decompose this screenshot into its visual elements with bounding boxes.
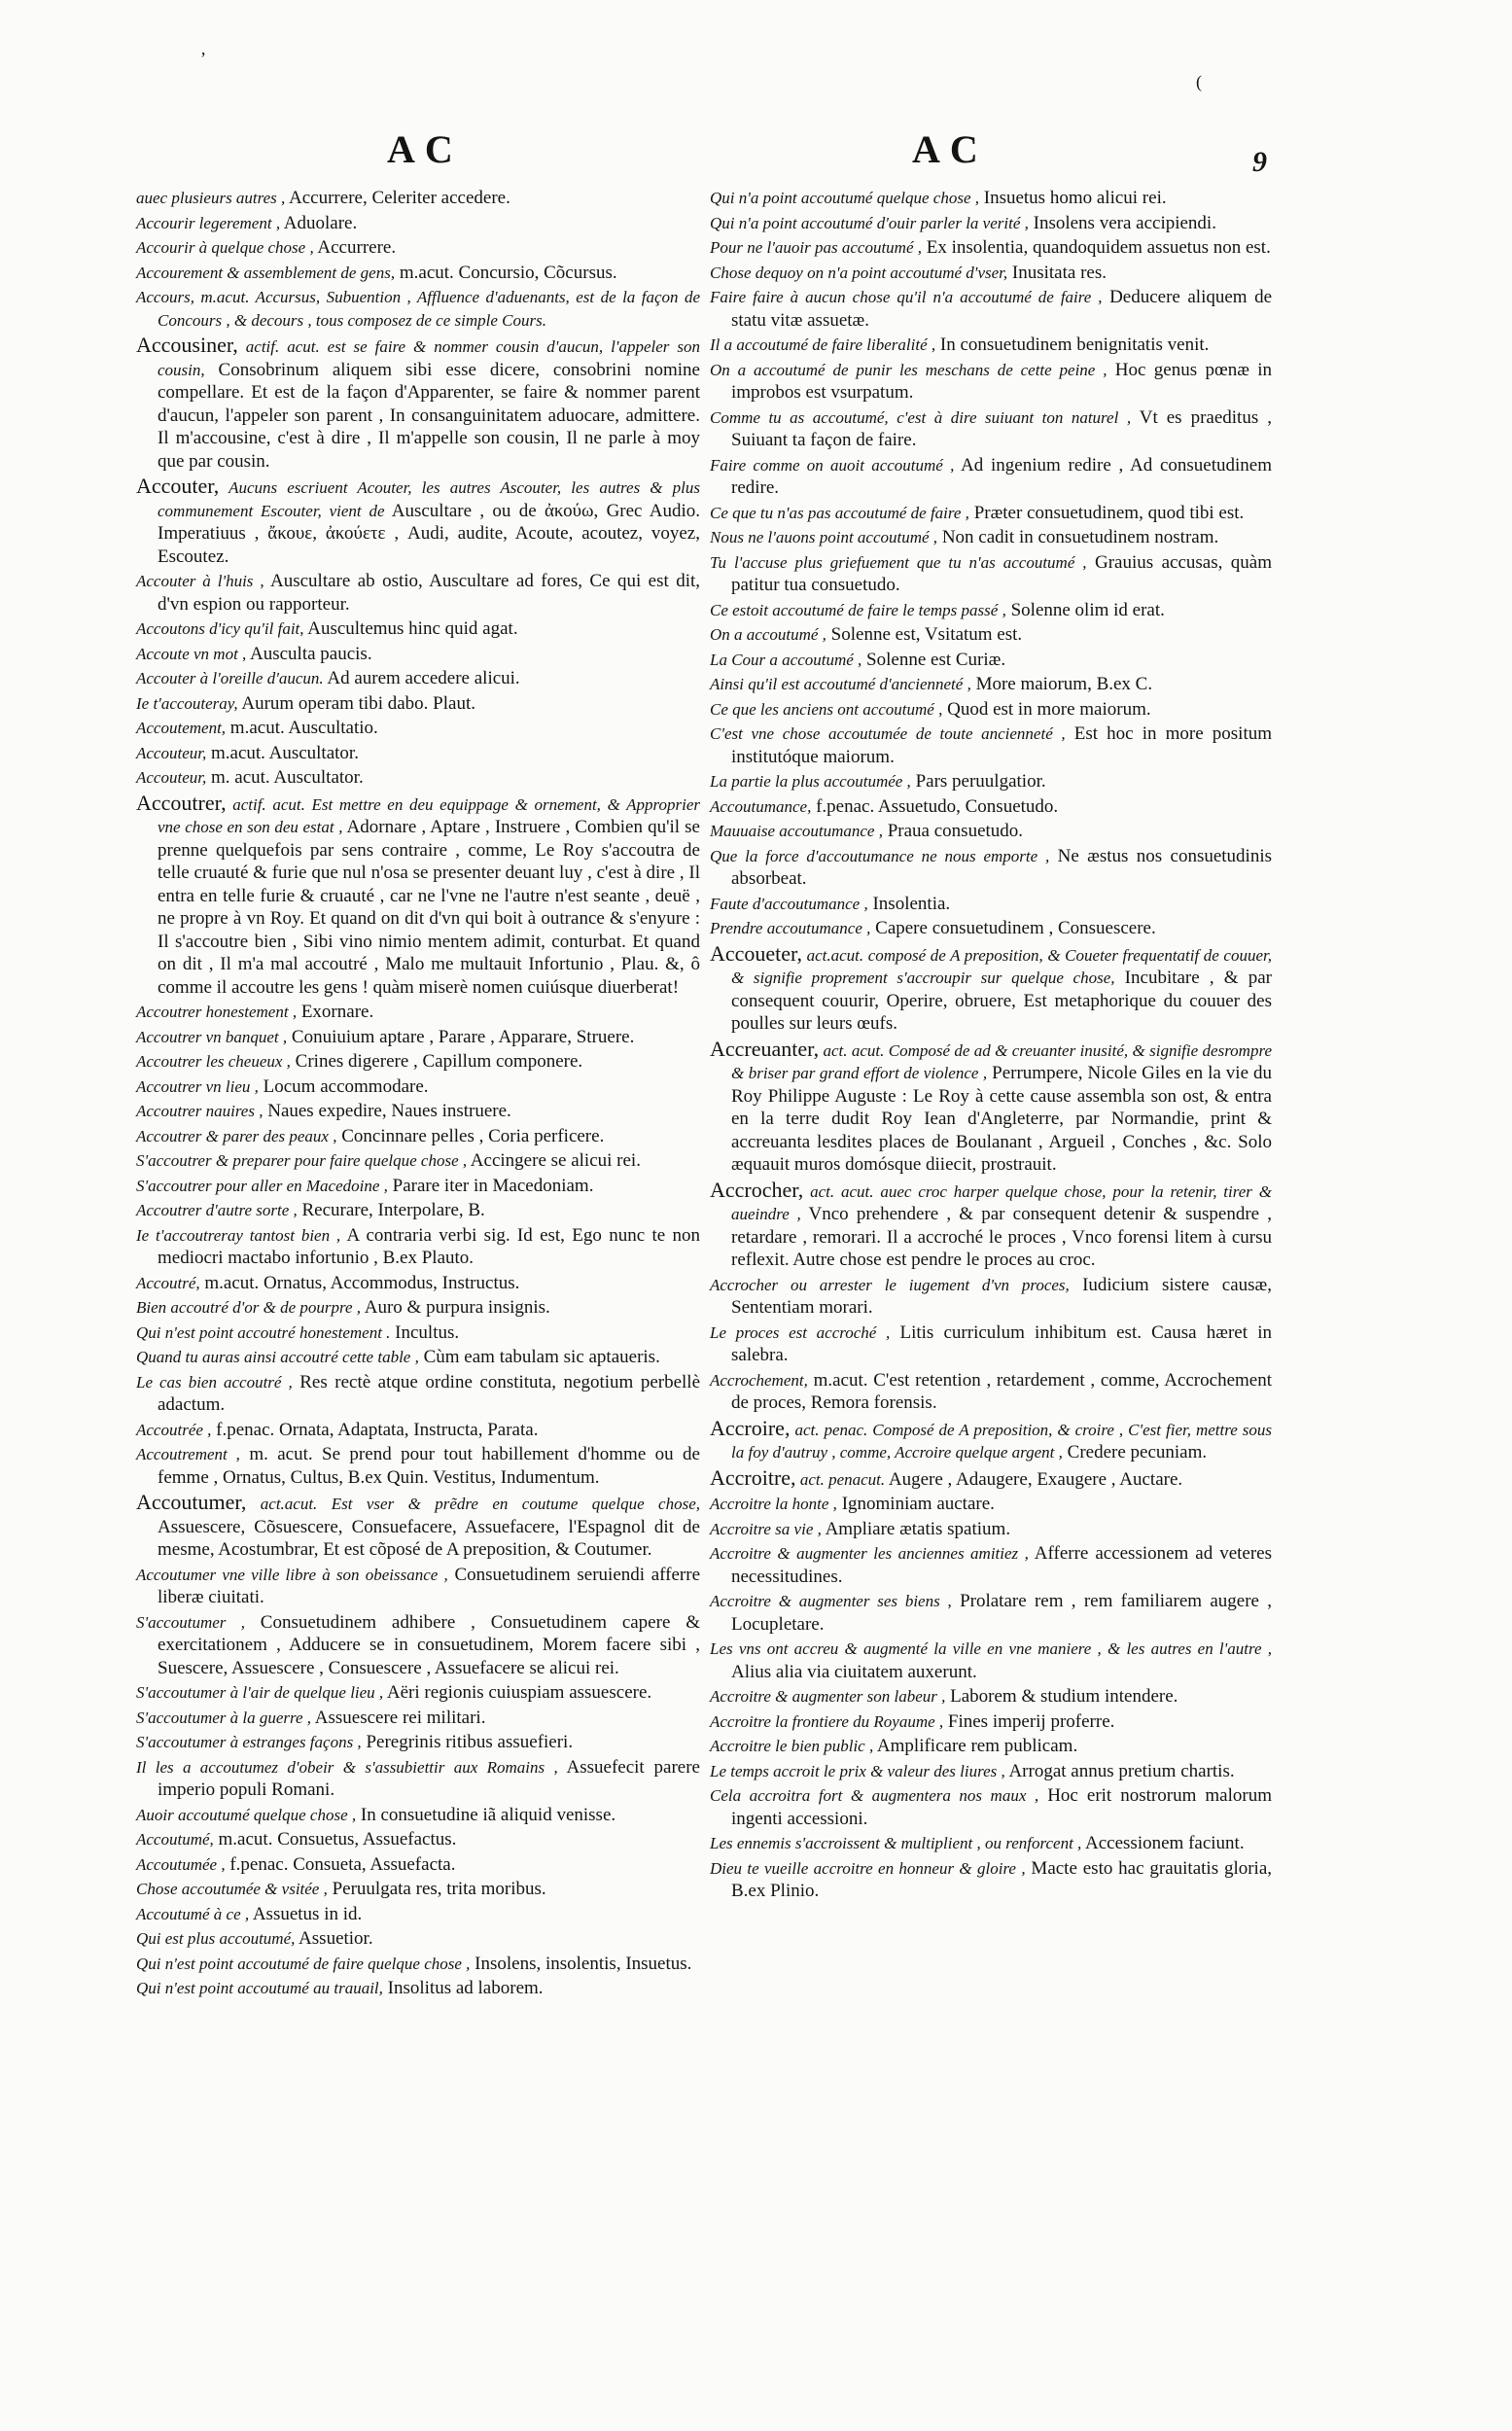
dictionary-entry <box>136 617 700 641</box>
entry-french: Nous ne l'auons point accoutumé , <box>710 528 938 546</box>
entry-french: Les vns ont accreu & augmenté la ville en vne maniere , & les autres en l'autre , <box>710 1639 1272 1658</box>
dictionary-entry <box>710 599 1272 622</box>
entry-french: Accouter à l'oreille d'aucun. <box>136 669 324 687</box>
entry-french: Accoutumé, <box>136 1830 214 1849</box>
entry-latin: Accurrere, Celeriter accedere. <box>285 188 510 208</box>
entry-french: Chose accoutumée & vsitée , <box>136 1880 328 1898</box>
entry-french: Faire faire à aucun chose qu'il n'a accoutumé de faire , <box>710 288 1103 306</box>
entry-french: Cela accroitra fort & augmentera nos maux , <box>710 1786 1039 1805</box>
entry-french: Ie t'accouteray, <box>136 693 238 713</box>
entry-french: Il a accoutumé de faire liberalité , <box>710 335 936 354</box>
entry-french: Le proces est accroché , <box>710 1322 891 1342</box>
entry-french: S'accoutumer à la guerre , <box>136 1708 312 1727</box>
entry-french: Accrocher ou arrester le iugement d'vn proces, <box>710 1275 1070 1294</box>
dictionary-entry <box>710 1466 1272 1492</box>
dictionary-entry <box>136 570 700 616</box>
dictionary-entry <box>710 673 1272 696</box>
entry-latin: Solenne est, Vsitatum est. <box>826 624 1023 645</box>
entry-french: Accouteur, <box>136 768 207 787</box>
dictionary-entry <box>136 1828 700 1851</box>
dictionary-entry <box>710 698 1272 722</box>
dictionary-entry <box>136 717 700 740</box>
entry-latin: Alius alia via ciuitatem auxerunt. <box>731 1661 977 1682</box>
dictionary-entry <box>136 1419 700 1442</box>
entry-french: S'accoutrer pour aller en Macedoine , <box>136 1176 388 1195</box>
entry-french: Accourement & assemblement de gens, <box>136 263 396 282</box>
dictionary-entry <box>710 1417 1272 1464</box>
entry-latin: m.acut. Concursio, Cõcursus. <box>395 262 617 283</box>
entry-latin: Insolens vera accipiendi. <box>1028 212 1216 233</box>
entry-latin: Pars peruulgatior. <box>910 771 1046 792</box>
entry-french: Accoutrer d'autre sorte , <box>136 1201 298 1219</box>
entry-french: act. penac. Composé de A preposition, & croire , C'est fier, mettre sous la foy d'autruy , comme, Accroire quelque argent , <box>731 1420 1272 1462</box>
entry-french: Accroitre la frontiere du Royaume , <box>710 1711 944 1731</box>
entry-latin: Aduolare. <box>280 212 358 233</box>
entry-french: Dieu te vueille accroitre en honneur & gloire , <box>710 1858 1026 1878</box>
entry-latin: f.penac. Assuetudo, Consuetudo. <box>811 795 1059 817</box>
entry-french: Ie t'accoutreray tantost bien , <box>136 1225 341 1245</box>
entry-french: Accoutrer vn lieu , <box>136 1076 259 1096</box>
entry-latin: Insuetus homo alicui rei. <box>979 188 1167 208</box>
entry-latin: Augere , Adaugere, Exaugere , Auctare. <box>885 1468 1183 1490</box>
dictionary-entry <box>710 406 1272 452</box>
dictionary-entry <box>136 1001 700 1024</box>
dictionary-entry <box>710 286 1272 332</box>
dictionary-entry <box>136 1804 700 1827</box>
entry-latin: Aëri regionis cuiuspiam assuescere. <box>383 1682 652 1703</box>
entry-latin: Consuetudinem adhibere , Consuetudinem capere & exercitationem , Adducere se in consuetudinem, Morem facere sibi , Suescere, Assuescere , Consuescere , Assuefacere se alicui rei. <box>158 1611 700 1678</box>
entry-french: Accoutrer les cheueux , <box>136 1052 291 1071</box>
entry-french: La partie la plus accoutumée , <box>710 772 911 791</box>
entry-latin: m.acut. Ornatus, Accommodus, Instructus. <box>199 1272 520 1293</box>
entry-french: Accroitre & augmenter les anciennes amitiez , <box>710 1544 1029 1563</box>
entry-french: Accoutrer & parer des peaux , <box>136 1126 337 1145</box>
entry-latin: Aurum operam tibi dabo. Plaut. <box>237 692 475 714</box>
entry-french: Accoutré, <box>136 1273 200 1292</box>
entry-french: Prendre accoutumance , <box>710 919 871 937</box>
dictionary-entry <box>136 692 700 716</box>
dictionary-entry <box>136 1346 700 1369</box>
running-head-right: AC <box>912 127 988 171</box>
dictionary-entry <box>136 1149 700 1173</box>
entry-french: actif. acut. est se faire & nommer cousin d'aucun, l'appeler son cousin, <box>158 337 700 379</box>
entry-french: auec plusieurs autres , <box>136 189 286 207</box>
entry-french: Qui n'est point accoutré honestement . <box>136 1322 391 1342</box>
dictionary-entry <box>136 1125 700 1148</box>
entry-french: Accouteur, <box>136 743 207 762</box>
entry-french: On a accoutumé de punir les meschans de cette peine , <box>710 360 1108 379</box>
entry-french: Accoutrer vn banquet , <box>136 1027 288 1046</box>
entry-latin: Quod est in more maiorum. <box>942 698 1151 720</box>
entry-latin: Prolatare rem , rem familiarem augere , Locupletare. <box>731 1591 1272 1635</box>
entry-latin: Adornare , Aptare , Instruere , Combien qu'il se prenne quelquefois par sens contraire , comme, Le Roy s'accoutra de telle cruauté & furie que nul n'osa se presenter deuant luy , c'est à dire , Il entra en telle furie & cruauté , car ne l'vne ne l'autre n'est seante , deuë , ne propre à vn Roy. Et quand on dit d'vn qui boit à outrance & s'enyure : Il s'accoutre bien , Sibi vino nimio mentem adimit, conturbat. Et quand on dit , Il m'a mal accoutré , Malo me multauit Infortunio , Plau. &, ô comme il accoutre les gens ! quàm miserè nomen cuiúsque diuerberat! <box>158 817 700 998</box>
dictionary-entry <box>710 1038 1272 1177</box>
entry-french: Mauuaise accoutumance , <box>710 822 883 840</box>
dictionary-entry <box>136 1321 700 1345</box>
dictionary-entry <box>710 1760 1272 1783</box>
entry-french: Accroitre la honte , <box>710 1495 837 1513</box>
dictionary-entry <box>710 1542 1272 1588</box>
entry-latin: Naues expedire, Naues instruere. <box>263 1101 511 1121</box>
dictionary-entry <box>710 1784 1272 1830</box>
entry-french: Comme tu as accoutumé, c'est à dire suiuant ton naturel , <box>710 407 1132 427</box>
entry-latin: m.acut. Auscultator. <box>206 742 359 763</box>
dictionary-entry <box>710 1321 1272 1367</box>
entry-french: S'accoutrer & preparer pour faire quelque chose , <box>136 1151 468 1170</box>
dictionary-entry <box>710 236 1272 260</box>
entry-french: On a accoutumé , <box>710 625 826 644</box>
entry-french: Auoir accoutumé quelque chose , <box>136 1805 357 1824</box>
entry-french: Accroitre & augmenter ses biens , <box>710 1592 952 1610</box>
entry-headword: Accoueter, <box>710 940 803 966</box>
entry-latin: Ampliare ætatis spatium. <box>821 1518 1011 1539</box>
entry-latin: Vt es praeditus , Suiuant ta façon de faire. <box>731 406 1272 450</box>
entry-latin: Assuefecit parere imperio populi Romani. <box>158 1756 700 1800</box>
entry-french: Ce estoit accoutumé de faire le temps passé , <box>710 600 1006 619</box>
entry-headword: Accousiner, <box>136 333 238 357</box>
entry-french: Qui n'a point accoutumé d'ouir parler la verité , <box>710 213 1029 232</box>
entry-french: Chose dequoy on n'a point accoutumé d'vser, <box>710 263 1008 282</box>
entry-latin: Concinnare pelles , Coria perficere. <box>336 1125 605 1146</box>
entry-latin: f.penac. Consueta, Assuefacta. <box>225 1853 456 1875</box>
dictionary-entry <box>136 1491 700 1562</box>
dictionary-entry <box>710 334 1272 357</box>
dictionary-entry <box>136 1707 700 1730</box>
entry-latin: Ex insolentia, quandoquidem assuetus non est. <box>922 237 1271 258</box>
entry-french: Le cas bien accoutré , <box>136 1372 293 1392</box>
dictionary-entry <box>136 667 700 690</box>
entry-french: Accoutumance, <box>710 796 812 816</box>
entry-headword: Accoutumer, <box>136 1490 247 1514</box>
entry-latin: More maiorum, B.ex C. <box>970 674 1153 694</box>
entry-latin: Consobrinum aliquem sibi esse dicere, consobrini nomine compellare. Et est de la façon d'Apparenter, se faire & nommer parent d'aucun, l'appeler son parent , In consanguinitatem aduocare, admittere. Il m'accousine, c'est à dire , Il m'appelle son cousin, Il ne parle à moy que par cousin. <box>158 359 700 472</box>
dictionary-entry <box>136 1903 700 1926</box>
entry-french: Les ennemis s'accroissent & multiplient , ou renforcent , <box>710 1834 1082 1852</box>
entry-latin: Grauius accusas, quàm patitur tua consuetudo. <box>731 551 1273 595</box>
entry-french: Accours, m.acut. Accursus, Subuention , Affluence d'aduenants, est de la façon de Concours , & decours , tous composez de ce simple Cours. <box>136 288 700 330</box>
entry-latin: Cùm eam tabulam sic aptaueris. <box>418 1347 660 1367</box>
entry-latin: Exornare. <box>297 1002 374 1022</box>
entry-latin: In consuetudine iã aliquid venisse. <box>356 1804 616 1825</box>
dictionary-entry <box>710 551 1272 597</box>
entry-latin: Locum accommodare. <box>258 1075 429 1097</box>
dictionary-entry <box>710 820 1272 843</box>
entry-latin: Praua consuetudo. <box>882 821 1024 841</box>
dictionary-entry <box>710 1179 1272 1272</box>
entry-latin: Præter consuetudinem, quod tibi est. <box>968 502 1245 523</box>
dictionary-entry <box>710 917 1272 940</box>
entry-french: Ainsi qu'il est accoutumé d'ancienneté , <box>710 675 971 693</box>
dictionary-entry <box>710 187 1272 210</box>
entry-latin: Auscultare , ou de ἀκούω, Grec Audio. Imperatiuus , ἄκουε, ἀκούετε , Audi, audite, Acoute, acoutez, voyez, Escoutez. <box>158 500 700 567</box>
entry-latin: Arrogat annus pretium chartis. <box>1004 1760 1235 1781</box>
entry-latin: Laborem & studium intendere. <box>945 1686 1178 1707</box>
dictionary-entry <box>136 1443 700 1489</box>
dictionary-entry <box>136 766 700 790</box>
entry-french: act.acut. composé de A preposition, & Coueter frequentatif de couuer, & signifie proprement s'accroupir sur quelque chose, <box>731 945 1272 987</box>
entry-latin: Accingere se alicui rei. <box>467 1150 641 1171</box>
entry-latin: In consuetudinem benignitatis venit. <box>935 335 1210 355</box>
entry-french: Faire comme on auoit accoutumé , <box>710 455 955 475</box>
entry-headword: Accoutrer, <box>136 790 227 815</box>
entry-french: Tu l'accuse plus griefuement que tu n'as accoutumé , <box>710 552 1087 572</box>
entry-french: Qui n'a point accoutumé quelque chose , <box>710 189 979 207</box>
entry-latin: Macte esto hac grauitatis gloria, B.ex Plinio. <box>731 1857 1273 1901</box>
dictionary-entry <box>136 1075 700 1099</box>
entry-latin: Parare iter in Macedoniam. <box>387 1175 594 1196</box>
entry-latin: Fines imperij proferre. <box>943 1710 1115 1732</box>
entry-latin: Litis curriculum inhibitum est. Causa hæret in salebra. <box>731 1321 1272 1365</box>
entry-latin: Insolitus ad laborem. <box>382 1978 544 1998</box>
entry-french: Accoutons d'icy qu'il fait, <box>136 619 304 638</box>
running-head-left: AC <box>387 127 463 171</box>
entry-headword: Accouter, <box>136 474 220 498</box>
entry-french: Accoutrement , <box>136 1445 240 1463</box>
dictionary-entry <box>710 845 1272 891</box>
entry-french: Il les a accoutumez d'obeir & s'assubiettir aux Romains , <box>136 1757 558 1777</box>
entry-french: Accroitre & augmenter son labeur , <box>710 1687 946 1706</box>
dictionary-entry <box>710 526 1272 549</box>
entry-latin: Assuescere, Cõsuescere, Consuefacere, Assuefacere, l'Espagnol dit de mesme, Acostumbrar, Et est cõposé de A preposition, & Coutumer. <box>158 1516 700 1560</box>
entry-french: act. acut. Composé de ad & creuanter inusité, & signifie desrompre & briser par grand effort de violence , <box>731 1040 1272 1082</box>
entry-latin: Ad aurem accedere alicui. <box>323 668 520 688</box>
entry-headword: Accreuanter, <box>710 1036 820 1061</box>
entry-latin: Accessionem faciunt. <box>1081 1833 1245 1853</box>
entry-latin: Hoc genus pœnæ in improbos est vsurpatum. <box>731 359 1272 403</box>
dictionary-entry <box>710 795 1272 819</box>
dictionary-entry <box>710 623 1272 647</box>
entry-latin: m. acut. Se prend pour tout habillement d'homme ou de femme , Ornatus, Cultus, B.ex Quin. Vestitus, Indumentum. <box>158 1444 700 1488</box>
right-column <box>710 187 1272 1905</box>
dictionary-entry <box>136 1927 700 1951</box>
dictionary-entry <box>136 1953 700 1976</box>
entry-latin: Non cadit in consuetudinem nostram. <box>937 527 1219 547</box>
entry-latin: Auscultare ab ostio, Auscultare ad fores, Ce qui est dit, d'vn espion ou rapporteur. <box>158 571 700 615</box>
entry-french: C'est vne chose accoutumée de toute ancienneté , <box>710 724 1066 743</box>
entry-french: Quand tu auras ainsi accoutré cette table , <box>136 1348 419 1366</box>
dictionary-entry <box>136 1272 700 1295</box>
entry-french: Accoutumer vne ville libre à son obeissance , <box>136 1565 448 1584</box>
entry-latin: Assuescere rei militari. <box>311 1707 486 1728</box>
dictionary-entry <box>136 1224 700 1270</box>
dictionary-entry <box>710 1518 1272 1541</box>
entry-latin: Assuetus in id. <box>249 1903 363 1924</box>
dictionary-entry <box>136 1199 700 1222</box>
entry-latin: Insolens, insolentis, Insuetus. <box>470 1953 692 1974</box>
page-mark: ʼ <box>200 49 206 68</box>
entry-french: act. acut. auec croc harper quelque chose, pour la retenir, tirer & aueindre , <box>731 1181 1272 1223</box>
dictionary-entry <box>710 1710 1272 1734</box>
entry-latin: Afferre accessionem ad veteres necessitudines. <box>731 1543 1273 1587</box>
dictionary-entry <box>136 643 700 666</box>
dictionary-entry <box>136 742 700 765</box>
dictionary-entry <box>136 187 700 210</box>
entry-french: Qui n'est point accoutumé au trauail, <box>136 1979 383 1997</box>
entry-latin: Peruulgata res, trita moribus. <box>327 1879 546 1899</box>
entry-french: act.acut. Est vser & prẽdre en coutume quelque chose, <box>246 1495 700 1513</box>
entry-french: Accoutrer honestement , <box>136 1003 298 1021</box>
dictionary-entry <box>136 236 700 260</box>
dictionary-entry <box>136 1564 700 1609</box>
entry-french: Accrochement, <box>710 1370 808 1390</box>
entry-latin: Auro & purpura insignis. <box>361 1297 550 1318</box>
entry-latin: Peregrinis ritibus assuefieri. <box>361 1732 574 1752</box>
entry-latin: Conuiuium aptare , Parare , Apparare, Struere. <box>287 1026 635 1047</box>
dictionary-entry <box>136 1731 700 1754</box>
dictionary-entry <box>136 1977 700 2000</box>
entry-latin: Perrumpere, Nicole Giles en la vie du Roy Philippe Auguste : Le Roy à cette cause assembla son ost, & entra en la terre dudit Roy Iean d'Angleterre, par Normandie, print & accreuanta lesdites places de Boulanant , Argueil , Conches , &c. Solo æquauit muros domósque diiecit, prostrauit. <box>731 1063 1272 1175</box>
entry-latin: Ne æstus nos consuetudinis absorbeat. <box>731 845 1273 889</box>
dictionary-entry <box>710 722 1272 768</box>
entry-french: Le temps accroit le prix & valeur des liures , <box>710 1761 1005 1780</box>
entry-latin: Recurare, Interpolare, B. <box>297 1200 485 1220</box>
entry-headword: Accroire, <box>710 1415 791 1440</box>
dictionary-entry <box>136 1175 700 1198</box>
dictionary-entry <box>710 1638 1272 1683</box>
entry-french: Qui n'est point accoutumé de faire quelque chose , <box>136 1954 471 1973</box>
dictionary-entry <box>136 1853 700 1877</box>
entry-latin: Solenne est Curiæ. <box>861 649 1006 670</box>
entry-french: Accourir à quelque chose , <box>136 238 314 257</box>
entry-french: Bien accoutré d'or & de pourpre , <box>136 1298 362 1317</box>
entry-latin: Assuetior. <box>295 1928 373 1949</box>
dictionary-entry <box>710 770 1272 793</box>
page-mark-right: ( <box>1196 72 1202 91</box>
entry-french: Accoutumé à ce , <box>136 1904 250 1923</box>
entry-latin: Capere consuetudinem , Consuescere. <box>870 918 1156 938</box>
dictionary-entry <box>710 893 1272 916</box>
dictionary-entry <box>136 1296 700 1320</box>
entry-latin: Accurrere. <box>313 237 397 258</box>
dictionary-entry <box>136 792 700 1000</box>
dictionary-entry <box>136 1100 700 1123</box>
entry-french: La Cour a accoutumé , <box>710 650 862 669</box>
entry-french: Ce que tu n'as pas accoutumé de faire , <box>710 503 969 522</box>
entry-latin: m.acut. C'est retention , retardement , comme, Accrochement de proces, Remora forensis. <box>731 1369 1272 1413</box>
entry-latin: Ignominiam auctare. <box>836 1494 995 1514</box>
entry-french: Que la force d'accoutumance ne nous emporte , <box>710 846 1050 865</box>
entry-latin: Iudicium sistere causæ, Sententiam morari. <box>731 1274 1272 1318</box>
entry-french: Accourir legerement , <box>136 213 281 232</box>
dictionary-entry <box>136 1050 700 1074</box>
dictionary-entry <box>710 212 1272 235</box>
entry-latin: A contraria verbi sig. Id est, Ego nunc te non mediocri mactabo infortunio , B.ex Plauto. <box>158 1224 700 1268</box>
entry-latin: Insolentia. <box>867 893 951 914</box>
entry-french: Accoutement, <box>136 719 227 737</box>
dictionary-entry <box>710 502 1272 525</box>
entry-headword: Accrocher, <box>710 1177 804 1202</box>
entry-latin: Deducere aliquem de statu vitæ assuetæ. <box>731 287 1272 331</box>
dictionary-entry <box>710 1735 1272 1758</box>
entry-latin: Incultus. <box>390 1321 460 1343</box>
dictionary-entry <box>136 262 700 285</box>
entry-french: S'accoutumer , <box>136 1612 245 1632</box>
entry-latin: Crines digerere , Capillum componere. <box>290 1051 583 1072</box>
entry-french: act. penacut. <box>795 1469 886 1489</box>
entry-latin: Vnco prehendere , & par consequent detenir & suspendre , retardare , remorari. Il a accroché le proces , Vnco forensi litem à cursu reflexit. Autre chose est pendre le proces au croc. <box>731 1204 1272 1270</box>
dictionary-entry <box>710 1685 1272 1709</box>
dictionary-entry <box>136 475 700 568</box>
dictionary-entry <box>710 359 1272 405</box>
entry-latin: m.acut. Auscultatio. <box>226 718 378 738</box>
entry-french: Accoutrer nauires , <box>136 1102 264 1120</box>
dictionary-entry <box>136 1681 700 1705</box>
dictionary-entry <box>710 942 1272 1036</box>
entry-latin: Est hoc in more positum institutóque maiorum. <box>731 723 1272 767</box>
dictionary-entry <box>710 1493 1272 1516</box>
entry-headword: Accroitre, <box>710 1464 796 1490</box>
entry-latin: Hoc erit nostrorum malorum ingenti accessioni. <box>731 1785 1272 1829</box>
dictionary-entry <box>710 1590 1272 1636</box>
dictionary-entry <box>710 649 1272 672</box>
entry-french: Accoutrée , <box>136 1420 212 1439</box>
entry-french: Accoute vn mot , <box>136 644 247 663</box>
dictionary-entry <box>710 262 1272 285</box>
dictionary-entry <box>136 1756 700 1802</box>
entry-french: Faute d'accoutumance , <box>710 894 868 913</box>
dictionary-entry <box>136 212 700 235</box>
entry-latin: Auscultemus hinc quid agat. <box>303 618 518 639</box>
entry-french: Qui est plus accoutumé, <box>136 1929 296 1948</box>
entry-latin: m.acut. Consuetus, Assuefactus. <box>213 1829 457 1850</box>
dictionary-entry <box>136 1611 700 1680</box>
entry-latin: Res rectè atque ordine constituta, negotium perbellè adactum. <box>158 1371 700 1415</box>
entry-french: S'accoutumer à l'air de quelque lieu , <box>136 1683 384 1702</box>
entry-latin: Credere pecuniam. <box>1062 1442 1208 1462</box>
entry-french: Aucuns escriuent Acouter, les autres Ascouter, les autres & plus communement Escouter, vient de <box>158 478 700 520</box>
dictionary-entry <box>136 1026 700 1049</box>
entry-french: Accoutumée , <box>136 1854 226 1874</box>
dictionary-entry <box>136 1878 700 1901</box>
entry-french: Ce que les anciens ont accoutumé , <box>710 699 943 719</box>
entry-french: Pour ne l'auoir pas accoutumé , <box>710 238 922 257</box>
entry-french: Accroitre sa vie , <box>710 1519 822 1538</box>
entry-latin: Amplificare rem publicam. <box>873 1736 1078 1756</box>
entry-latin: Inusitata res. <box>1007 262 1107 283</box>
left-column <box>136 187 700 2002</box>
dictionary-entry <box>136 1371 700 1417</box>
page-number: 9 <box>1252 146 1267 178</box>
entry-french: S'accoutumer à estranges façons , <box>136 1733 362 1751</box>
entry-latin: Ad ingenium redire , Ad consuetudinem redire. <box>731 454 1272 498</box>
dictionary-entry <box>136 286 700 332</box>
dictionary-entry <box>710 1369 1272 1415</box>
entry-latin: Consuetudinem seruiendi afferre liberæ ciuitati. <box>158 1564 700 1607</box>
entry-french: actif. acut. Est mettre en deu equippage & ornement, & Approprier vne chose en son deu estat , <box>158 794 700 836</box>
dictionary-entry <box>136 334 700 473</box>
entry-french: Accouter à l'huis , <box>136 572 264 590</box>
entry-latin: Solenne olim id erat. <box>1005 599 1165 620</box>
entry-latin: f.penac. Ornata, Adaptata, Instructa, Parata. <box>211 1419 539 1440</box>
entry-french: Accroitre le bien public , <box>710 1737 874 1755</box>
dictionary-entry <box>710 1857 1272 1903</box>
entry-latin: m. acut. Auscultator. <box>206 767 364 788</box>
dictionary-entry <box>710 1832 1272 1855</box>
dictionary-entry <box>710 1274 1272 1320</box>
entry-latin: Incubitare , & par consequent couurir, Operire, obruere, Est metaphorique du couuer des poulles sur leurs œufs. <box>731 968 1272 1034</box>
dictionary-entry <box>710 454 1272 500</box>
entry-latin: Ausculta paucis. <box>246 643 372 664</box>
